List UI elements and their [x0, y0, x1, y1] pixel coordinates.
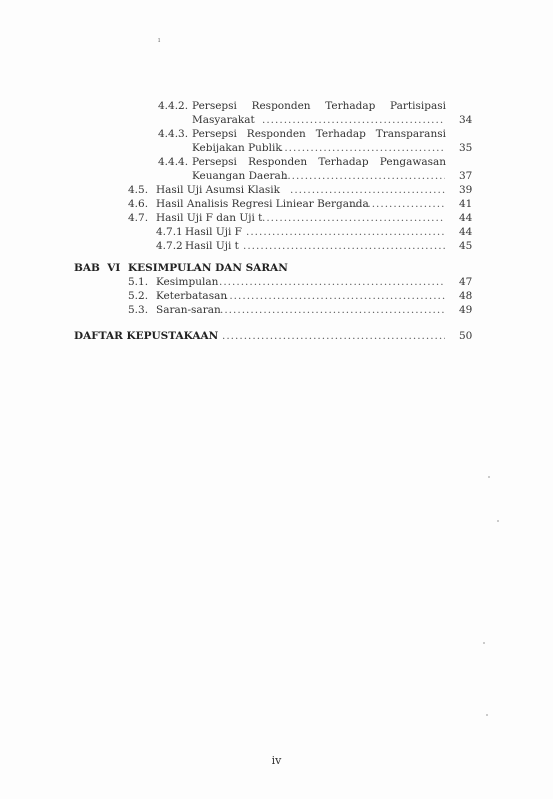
toc-page-number: 50: [459, 330, 473, 342]
toc-title: [192, 156, 446, 169]
toc-number: 5.3.: [128, 304, 149, 316]
toc-page-number: 45: [459, 240, 473, 252]
toc-leader: [290, 184, 445, 197]
toc-title-word: Responden: [246, 128, 306, 140]
toc-title-word: Persepsi: [192, 156, 237, 168]
toc-title: Kesimpulan: [156, 276, 219, 288]
toc-title-cont: Masyarakat: [192, 114, 255, 126]
bibliography-title: DAFTAR KEPUSTAKAAN: [74, 330, 219, 342]
toc-page-number: 44: [459, 226, 473, 238]
page-number-footer: iv: [271, 754, 282, 767]
chapter-title: KESIMPULAN DAN SARAN: [128, 262, 288, 274]
toc-page-number: 44: [459, 212, 473, 224]
toc-title-word: Pengawasan: [379, 156, 446, 168]
toc-page-number: 41: [459, 198, 473, 210]
toc-page-number: 49: [459, 304, 473, 316]
toc-title-cont: Keuangan Daerah: [192, 170, 288, 182]
toc-leader: [219, 276, 445, 289]
toc-title-word: Transparansi: [375, 128, 446, 140]
scan-speck: [483, 642, 485, 644]
toc-number: 4.5.: [128, 184, 149, 196]
toc-title-word: Terhadap: [318, 156, 369, 168]
toc-number: 5.1.: [128, 276, 149, 288]
chapter-label: BAB VI: [74, 262, 121, 274]
toc-leader: [220, 304, 445, 317]
toc-number: 5.2.: [128, 290, 149, 302]
toc-title-word: Persepsi: [192, 128, 237, 140]
toc-title: [192, 100, 446, 113]
toc-title-word: Partisipasi: [390, 100, 446, 112]
toc-title: Saran-saran: [156, 304, 221, 316]
toc-leader: [222, 330, 445, 343]
toc-page-number: 34: [459, 114, 473, 126]
toc-leader: [225, 290, 445, 303]
toc-title-word: Terhadap: [315, 128, 366, 140]
toc-title-cont: Kebijakan Publik: [192, 142, 282, 154]
toc-title: Hasil Uji Asumsi Klasik: [156, 184, 281, 196]
top-mark: ı: [158, 36, 161, 44]
toc-number: 4.6.: [128, 198, 149, 210]
toc-page-number: 48: [459, 290, 473, 302]
toc-number: 4.7.: [128, 212, 149, 224]
toc-title: Keterbatasan: [156, 290, 228, 302]
toc-leader: [243, 240, 445, 253]
toc-leader: [283, 170, 445, 183]
toc-title: Hasil Uji F dan Uji t: [156, 212, 263, 224]
toc-number: 4.4.2.: [158, 100, 189, 112]
toc-title: Hasil Analisis Regresi Liniear Berganda: [156, 198, 369, 210]
scan-speck: [488, 476, 490, 478]
toc-leader: [350, 198, 445, 211]
toc-number: 4.7.2: [156, 240, 183, 252]
toc-page-number: 39: [459, 184, 473, 196]
toc-number: 4.7.1: [156, 226, 183, 238]
toc-number: 4.4.3.: [158, 128, 189, 140]
toc-title-word: Terhadap: [325, 100, 376, 112]
toc-page-number: 37: [459, 170, 473, 182]
toc-title: [192, 128, 446, 141]
toc-leader: [280, 142, 445, 155]
toc-leader: [246, 226, 445, 239]
toc-title-word: Responden: [248, 156, 308, 168]
scan-speck: [486, 714, 488, 716]
toc-page-number: 47: [459, 276, 473, 288]
toc-title: Hasil Uji F: [185, 226, 242, 238]
toc-leader: [262, 212, 445, 225]
scan-speck: [497, 520, 499, 522]
toc-number: 4.4.4.: [158, 156, 189, 168]
toc-leader: [262, 114, 445, 127]
toc-title: Hasil Uji t: [185, 240, 239, 252]
toc-title-word: Responden: [251, 100, 311, 112]
toc-title-word: Persepsi: [192, 100, 237, 112]
toc-page-number: 35: [459, 142, 473, 154]
